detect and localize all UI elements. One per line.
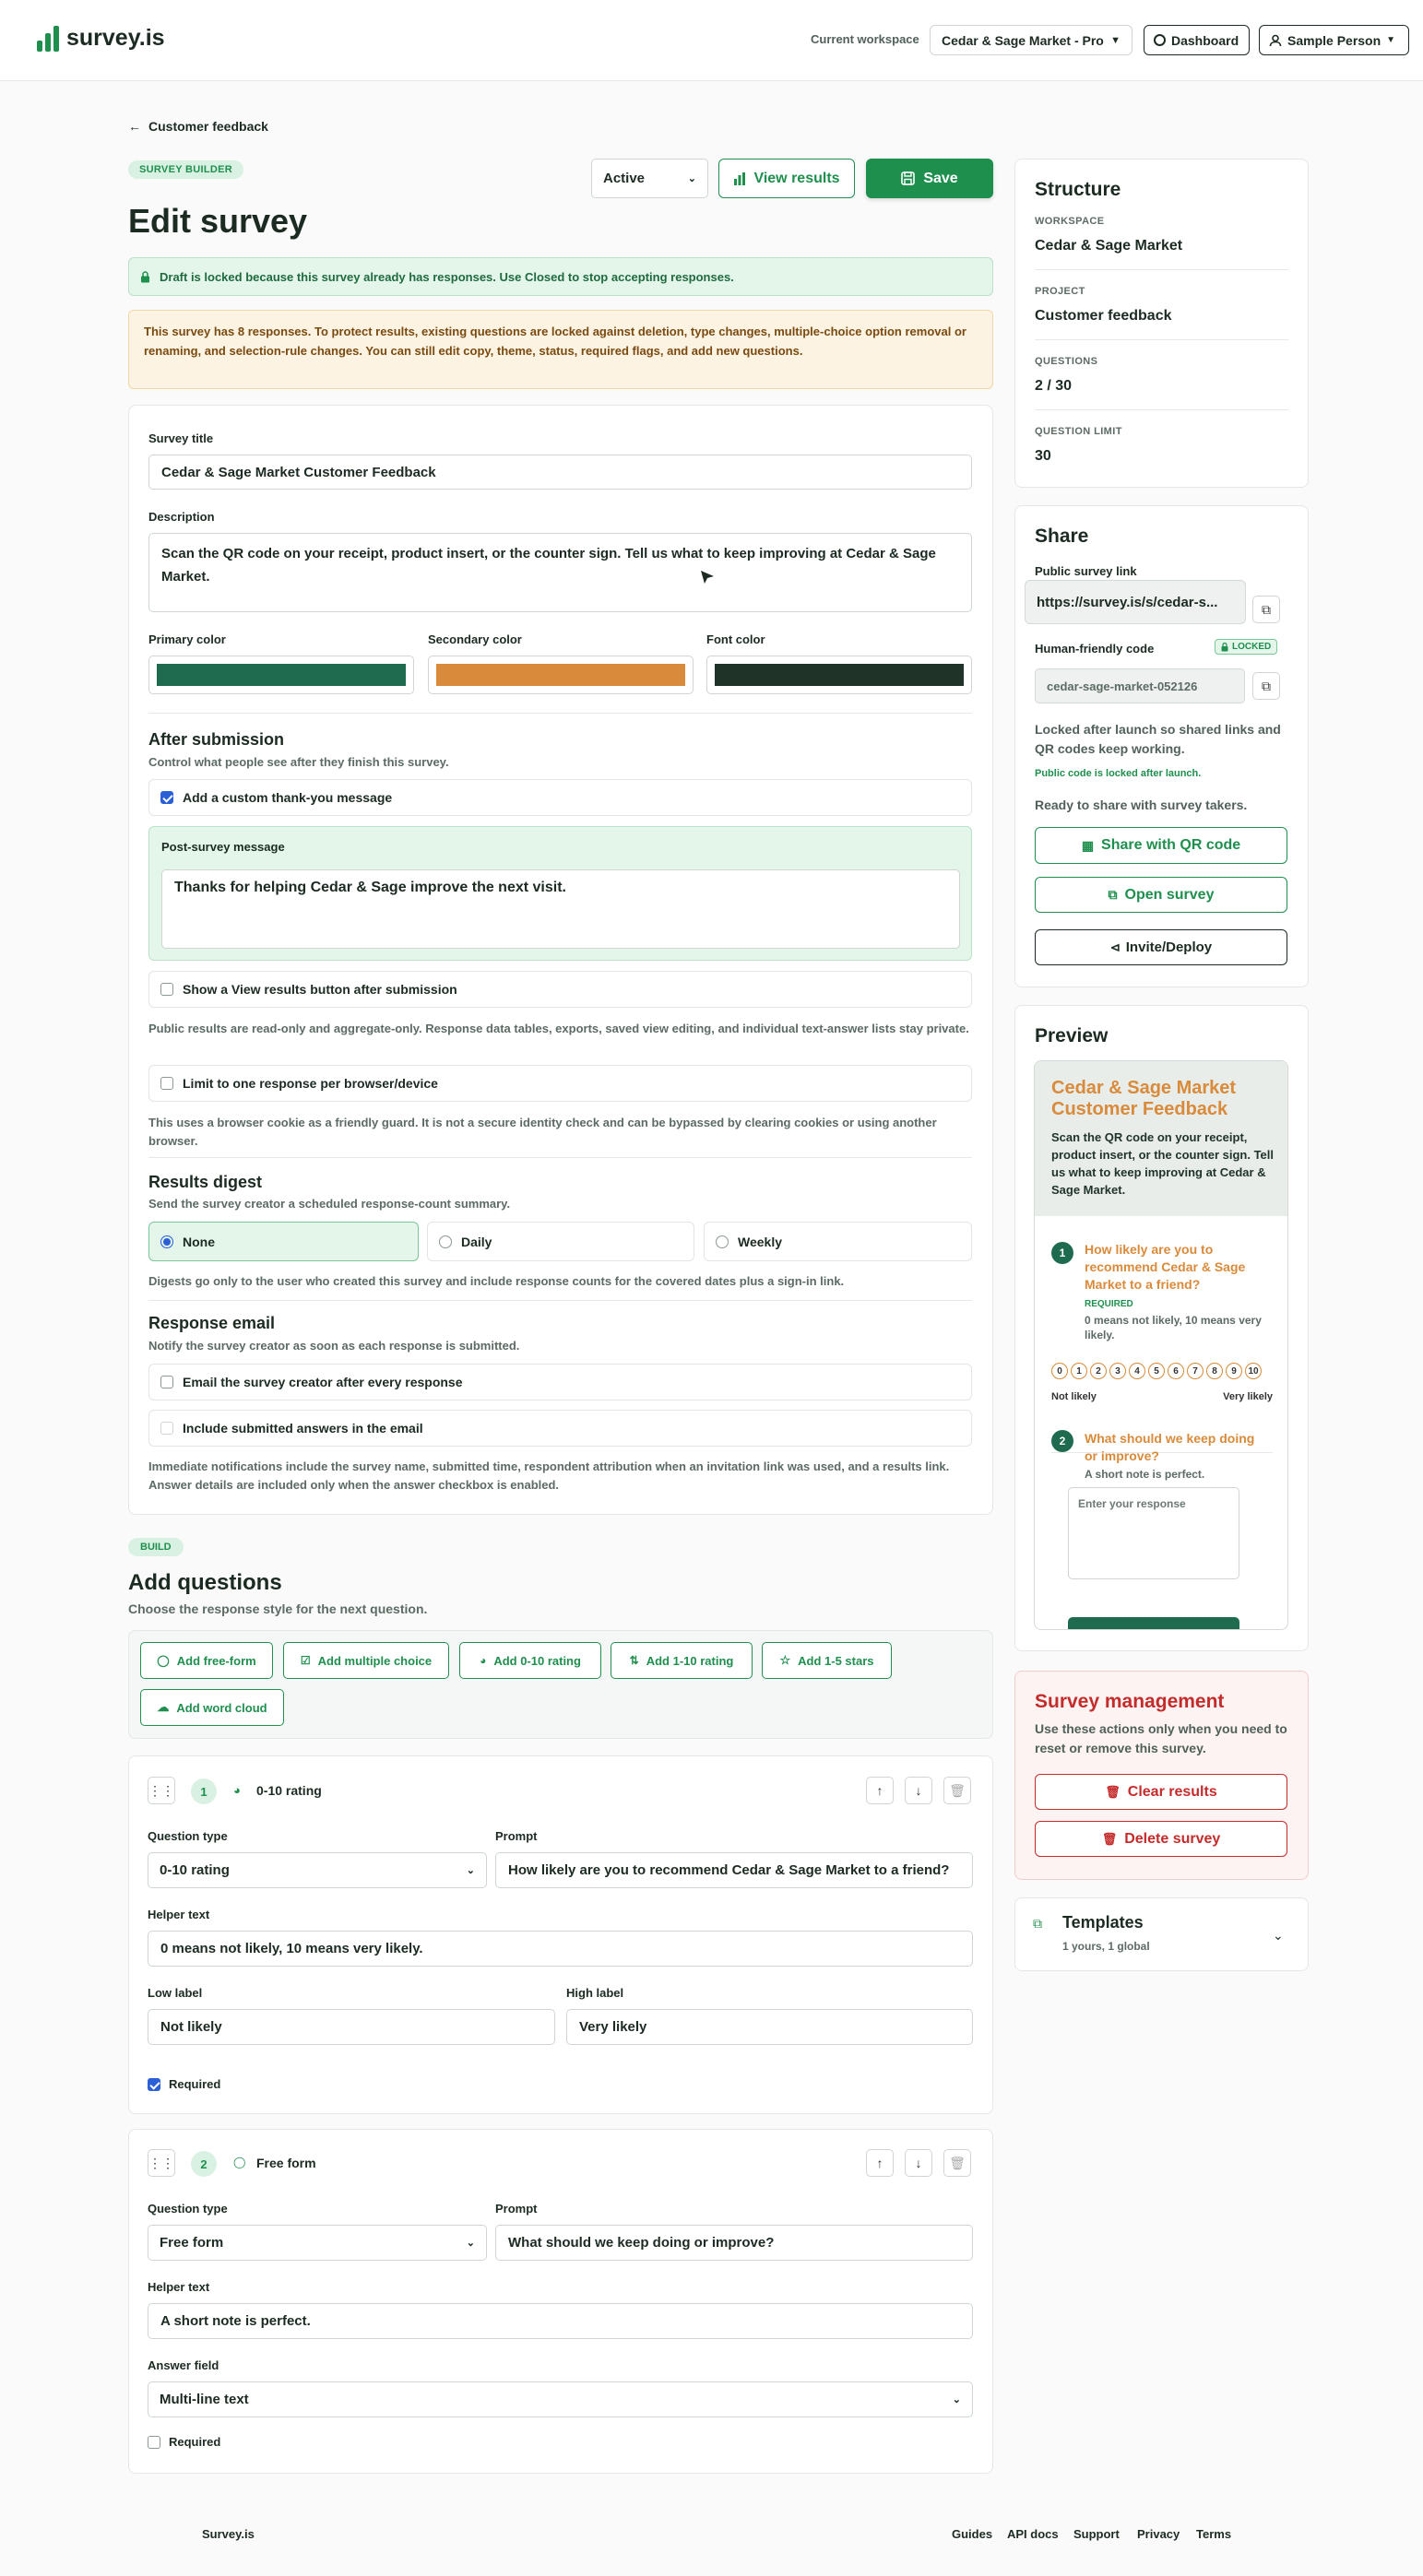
- email-creator-checkbox[interactable]: [160, 1376, 173, 1388]
- response-email-subtitle: Notify the survey creator as soon as each response is submitted.: [148, 1339, 520, 1353]
- locked-badge-label: LOCKED: [1232, 642, 1272, 652]
- digest-option-daily[interactable]: [427, 1222, 694, 1261]
- required-option[interactable]: [148, 2077, 220, 2091]
- dashboard-button[interactable]: [1144, 25, 1250, 55]
- results-digest-title: Results digest: [148, 1173, 263, 1191]
- bar-chart-icon: [733, 172, 746, 185]
- delete-survey-label: Delete survey: [1124, 1830, 1221, 1847]
- include-answers-option[interactable]: [148, 1410, 972, 1447]
- preview-rating-option[interactable]: 9: [1226, 1363, 1242, 1379]
- chevron-down-icon: ⌄: [952, 2394, 961, 2405]
- preview-q1-text: How likely are you to recommend Cedar & Sage Market to a friend?: [1085, 1242, 1246, 1292]
- questions-count: 2 / 30: [1035, 378, 1073, 394]
- logo[interactable]: [37, 24, 165, 52]
- add-1-5-stars-label: Add 1-5 stars: [798, 1653, 874, 1668]
- public-results-note: Public results are read-only and aggregate-only. Response data tables, exports, saved view editing, and individual text-answer lists stay private.: [148, 1022, 969, 1035]
- trash-icon: 🗑: [1101, 1831, 1118, 1846]
- radio-icon[interactable]: [716, 1235, 729, 1248]
- secondary-color-label: Secondary color: [428, 632, 522, 646]
- share-qr-label: Share with QR code: [1101, 837, 1241, 853]
- status-select[interactable]: [591, 159, 708, 198]
- high-label-label: High label: [566, 1986, 624, 2000]
- preview-q2-number: 2: [1051, 1430, 1073, 1452]
- templates-subtitle: 1 yours, 1 global: [1062, 1940, 1150, 1953]
- friendly-code-label: Human-friendly code: [1035, 642, 1155, 656]
- ready-to-share-text: Ready to share with survey takers.: [1035, 798, 1248, 812]
- digest-option-none[interactable]: [148, 1222, 419, 1261]
- preview-q1-required: REQUIRED: [1085, 1299, 1133, 1309]
- question-limit-caption: QUESTION LIMIT: [1035, 426, 1122, 437]
- invite-deploy-button[interactable]: [1035, 929, 1287, 965]
- open-survey-label: Open survey: [1124, 886, 1215, 903]
- preview-q2-textarea[interactable]: Enter your response: [1068, 1487, 1239, 1579]
- copy-icon[interactable]: ⧉: [1252, 596, 1280, 623]
- email-note: Immediate notifications include the survey name, submitted time, respondent attribution when an invitation link was used, and a results link. Answer details are included only when the answer checkbox is enabled.: [148, 1459, 950, 1492]
- required-label: Required: [169, 2077, 221, 2091]
- question-type-value: 0-10 rating: [160, 1862, 230, 1878]
- templates-card[interactable]: [1014, 1897, 1309, 1971]
- answer-field-value: Multi-line text: [160, 2392, 249, 2407]
- top-bar: [0, 0, 1423, 81]
- prompt-input[interactable]: How likely are you to recommend Cedar & Sage Market to a friend?: [495, 1852, 973, 1888]
- gauge-icon: ◕: [480, 1654, 487, 1667]
- page-title: Edit survey: [128, 202, 308, 240]
- workspace-select[interactable]: [930, 25, 1132, 55]
- invite-deploy-label: Invite/Deploy: [1125, 939, 1213, 955]
- preview-q2-text: What should we keep doing or improve?: [1085, 1431, 1255, 1463]
- workspace-value: Cedar & Sage Market - Pro: [942, 32, 1104, 48]
- locked-badge: [1215, 639, 1277, 655]
- preview-survey-title: Cedar & Sage Market Customer Feedback: [1051, 1078, 1237, 1119]
- save-icon: [901, 171, 915, 185]
- build-badge: BUILD: [128, 1538, 184, 1556]
- preview-title: Preview: [1035, 1025, 1109, 1046]
- digest-daily-label: Daily: [461, 1234, 492, 1249]
- add-word-cloud-label: Add word cloud: [176, 1700, 267, 1715]
- star-icon: ☆: [779, 1653, 791, 1667]
- trash-icon[interactable]: 🗑: [943, 1777, 971, 1804]
- question-type-select[interactable]: [148, 2225, 487, 2261]
- question-type-tag: Free form: [256, 2156, 316, 2170]
- required-checkbox[interactable]: [148, 2436, 160, 2449]
- prompt-input[interactable]: What should we keep doing or improve?: [495, 2225, 973, 2261]
- user-label: Sample Person: [1287, 32, 1381, 48]
- preview-rating-option[interactable]: 6: [1168, 1363, 1184, 1379]
- answer-field-label: Answer field: [148, 2358, 219, 2372]
- add-questions-subtitle: Choose the response style for the next question.: [128, 1601, 428, 1616]
- preview-question-1: [1051, 1232, 1273, 1453]
- email-creator-option[interactable]: [148, 1364, 972, 1400]
- locked-note: Locked after launch so shared links and QR codes keep working.: [1035, 722, 1281, 756]
- footer-link-terms[interactable]: Terms: [1196, 2527, 1232, 2541]
- preview-rating-option[interactable]: 3: [1109, 1363, 1126, 1379]
- custom-thanks-option[interactable]: [148, 779, 972, 816]
- question-type-tag: 0-10 rating: [256, 1783, 322, 1798]
- add-questions-title: Add questions: [128, 1570, 282, 1595]
- limit-response-checkbox[interactable]: [160, 1077, 173, 1090]
- low-label-label: Low label: [148, 1986, 203, 2000]
- after-submission-subtitle: Control what people see after they finish this survey.: [148, 755, 449, 769]
- low-label-input[interactable]: Not likely: [148, 2009, 555, 2045]
- add-multiple-choice-label: Add multiple choice: [317, 1653, 433, 1668]
- add-word-cloud-button[interactable]: [140, 1689, 284, 1726]
- question-number: 2: [191, 2151, 217, 2177]
- user-icon: [1269, 34, 1282, 47]
- add-1-10-rating-label: Add 1-10 rating: [646, 1653, 734, 1668]
- footer-link-guides[interactable]: Guides: [952, 2527, 993, 2541]
- survey-title-label: Survey title: [148, 431, 214, 445]
- sort-arrows-icon: ⇅: [629, 1654, 639, 1667]
- digest-none-label: None: [183, 1234, 215, 1249]
- font-color-picker[interactable]: [706, 656, 972, 694]
- qr-code-icon: ▦: [1081, 837, 1095, 853]
- question-type-value: Free form: [160, 2235, 224, 2251]
- share-qr-button[interactable]: [1035, 827, 1287, 864]
- drag-handle-icon[interactable]: ⋮⋮: [148, 2149, 175, 2177]
- preview-q1-number: 1: [1051, 1242, 1073, 1264]
- font-color-swatch: [715, 664, 964, 686]
- limit-response-note: This uses a browser cookie as a friendly guard. It is not a secure identity check and can be bypassed by clearing cookies or using another browser.: [148, 1116, 937, 1148]
- description-textarea[interactable]: Scan the QR code on your receipt, product insert, or the counter sign. Tell us what to keep improving at Cedar & Sage Market.: [148, 533, 972, 612]
- survey-management-subtitle: Use these actions only when you need to reset or remove this survey.: [1035, 1721, 1287, 1755]
- limit-response-label: Limit to one response per browser/device: [183, 1076, 438, 1091]
- dashboard-icon: [1154, 34, 1166, 46]
- post-message-label: Post-survey message: [161, 840, 285, 854]
- prompt-label: Prompt: [495, 2202, 538, 2216]
- save-button[interactable]: [866, 159, 993, 198]
- preview-rating-scale: [1051, 1363, 1262, 1379]
- public-code-locked-note: Public code is locked after launch.: [1035, 768, 1202, 779]
- divider: [1035, 409, 1288, 410]
- draft-locked-text: Draft is locked because this survey already has responses. Use Closed to stop accepting responses.: [160, 269, 734, 284]
- gauge-icon: ◕: [233, 1783, 241, 1797]
- preview-high-label: Very likely: [1223, 1391, 1273, 1402]
- move-up-icon[interactable]: ↑: [866, 2149, 894, 2177]
- digest-weekly-label: Weekly: [738, 1234, 782, 1249]
- question-type-select[interactable]: [148, 1852, 487, 1888]
- chevron-down-icon: ▼: [1386, 35, 1396, 45]
- mouse-cursor-icon: [699, 569, 716, 585]
- trash-icon: 🗑: [1105, 1784, 1121, 1799]
- preview-rating-option[interactable]: 5: [1148, 1363, 1165, 1379]
- preview-rating-option[interactable]: 10: [1245, 1363, 1262, 1379]
- questions-caption: QUESTIONS: [1035, 356, 1098, 367]
- show-results-option[interactable]: [148, 971, 972, 1008]
- add-free-form-button[interactable]: [140, 1642, 273, 1679]
- templates-title: Templates: [1062, 1913, 1144, 1932]
- draft-locked-alert: [128, 257, 993, 296]
- public-link-label: Public survey link: [1035, 564, 1137, 578]
- preview-rating-option[interactable]: 4: [1129, 1363, 1145, 1379]
- save-label: Save: [923, 170, 958, 186]
- add-multiple-choice-button[interactable]: [283, 1642, 449, 1679]
- add-0-10-rating-button[interactable]: [459, 1642, 601, 1679]
- helper-text-input[interactable]: 0 means not likely, 10 means very likely.: [148, 1931, 973, 1967]
- view-results-label: View results: [753, 170, 840, 186]
- include-answers-label: Include submitted answers in the email: [183, 1421, 423, 1436]
- preview-frame: [1034, 1060, 1288, 1630]
- footer-link-support[interactable]: Support: [1073, 2527, 1120, 2541]
- add-free-form-label: Add free-form: [176, 1653, 256, 1668]
- high-label-input[interactable]: Very likely: [566, 2009, 973, 2045]
- divider: [1035, 339, 1288, 340]
- project-value: Customer feedback: [1035, 308, 1172, 324]
- chevron-down-icon[interactable]: ⌄: [1273, 1928, 1284, 1943]
- preview-q1-helper: 0 means not likely, 10 means very likely.: [1085, 1314, 1262, 1341]
- preview-rating-option[interactable]: 7: [1187, 1363, 1204, 1379]
- description-label: Description: [148, 510, 215, 524]
- dashboard-label: Dashboard: [1171, 32, 1239, 48]
- add-0-10-rating-label: Add 0-10 rating: [493, 1653, 581, 1668]
- footer-brand[interactable]: Survey.is: [202, 2527, 255, 2541]
- preview-low-label: Not likely: [1051, 1391, 1097, 1402]
- view-results-button[interactable]: [718, 159, 855, 198]
- primary-color-swatch: [157, 664, 406, 686]
- question-limit-value: 30: [1035, 448, 1051, 464]
- share-title: Share: [1035, 526, 1089, 547]
- response-email-title: Response email: [148, 1314, 276, 1332]
- public-link-input[interactable]: https://survey.is/s/cedar-s...: [1025, 580, 1246, 624]
- copy-icon[interactable]: ⧉: [1252, 672, 1280, 700]
- required-checkbox[interactable]: [148, 2078, 160, 2091]
- open-survey-button[interactable]: [1035, 877, 1287, 913]
- structure-title: Structure: [1035, 179, 1121, 200]
- radio-checked-icon[interactable]: [160, 1235, 173, 1248]
- delete-survey-button[interactable]: [1035, 1821, 1287, 1857]
- question-number: 1: [191, 1778, 217, 1804]
- preview-survey-description: Scan the QR code on your receipt, product insert, or the counter sign. Tell us what to keep improving at Cedar & Sage Market.: [1051, 1130, 1275, 1197]
- preview-rating-option[interactable]: 1: [1071, 1363, 1087, 1379]
- custom-thanks-checkbox[interactable]: [160, 791, 173, 804]
- move-down-icon[interactable]: ↓: [905, 2149, 932, 2177]
- friendly-code-input: cedar-sage-market-052126: [1035, 668, 1245, 703]
- chevron-down-icon: ⌄: [466, 1865, 475, 1876]
- trash-icon[interactable]: 🗑: [943, 2149, 971, 2177]
- add-1-5-stars-button[interactable]: [762, 1642, 892, 1679]
- helper-text-input[interactable]: A short note is perfect.: [148, 2303, 973, 2339]
- primary-color-label: Primary color: [148, 632, 226, 646]
- responses-warning: This survey has 8 responses. To protect results, existing questions are locked against deletion, type changes, multiple-choice option removal or renaming, and selection-rule changes. You can still edit copy, theme, status, required flags, and add new questions.: [128, 310, 993, 389]
- preview-question-2: [1051, 1430, 1273, 1630]
- footer-link-privacy[interactable]: Privacy: [1137, 2527, 1180, 2541]
- divider: [148, 1300, 972, 1301]
- helper-text-label: Helper text: [148, 2280, 210, 2294]
- question-card: [128, 2129, 993, 2474]
- add-1-10-rating-button[interactable]: [611, 1642, 753, 1679]
- templates-icon: ⧉: [1033, 1916, 1042, 1931]
- lock-icon: [140, 271, 150, 283]
- custom-thanks-label: Add a custom thank-you message: [183, 790, 393, 805]
- required-label: Required: [169, 2435, 221, 2449]
- lock-icon: [1221, 643, 1228, 652]
- divider: [148, 713, 972, 714]
- secondary-color-picker[interactable]: [428, 656, 694, 694]
- preview-rating-option[interactable]: 2: [1090, 1363, 1107, 1379]
- workspace-label: Current workspace: [811, 32, 919, 46]
- secondary-color-swatch: [436, 664, 685, 686]
- prompt-label: Prompt: [495, 1829, 538, 1843]
- chat-icon: ◯: [233, 2156, 246, 2168]
- digest-note: Digests go only to the user who created this survey and include response counts for the covered dates plus a sign-in link.: [148, 1274, 845, 1288]
- chat-icon: ◯: [157, 1654, 170, 1667]
- primary-color-picker[interactable]: [148, 656, 414, 694]
- footer-link-api-docs[interactable]: API docs: [1007, 2527, 1059, 2541]
- cloud-icon: ☁: [157, 1700, 170, 1714]
- project-caption: PROJECT: [1035, 286, 1085, 297]
- clear-results-label: Clear results: [1127, 1783, 1217, 1800]
- arrow-left-icon: ←: [128, 119, 141, 134]
- share-nodes-icon: ⊲: [1109, 939, 1121, 954]
- font-color-label: Font color: [706, 632, 765, 646]
- workspace-value: Cedar & Sage Market: [1035, 238, 1183, 254]
- divider: [148, 1157, 972, 1158]
- chevron-down-icon: ▼: [1110, 34, 1121, 46]
- survey-management-title: Survey management: [1035, 1691, 1225, 1712]
- survey-builder-badge: SURVEY BUILDER: [128, 160, 243, 179]
- digest-option-weekly[interactable]: [704, 1222, 972, 1261]
- preview-q2-helper: A short note is perfect.: [1085, 1468, 1205, 1481]
- results-digest-subtitle: Send the survey creator a scheduled response-count summary.: [148, 1197, 511, 1211]
- show-results-label: Show a View results button after submission: [183, 982, 457, 997]
- preview-rating-option[interactable]: 8: [1206, 1363, 1223, 1379]
- breadcrumb-back-link[interactable]: [128, 119, 268, 134]
- preview-submit-button[interactable]: [1068, 1617, 1239, 1630]
- email-creator-label: Email the survey creator after every response: [183, 1375, 463, 1389]
- include-answers-checkbox[interactable]: [160, 1422, 173, 1435]
- breadcrumb-label: Customer feedback: [148, 119, 268, 134]
- external-link-icon: ⧉: [1108, 887, 1118, 902]
- clear-results-button[interactable]: [1035, 1774, 1287, 1810]
- user-menu-button[interactable]: [1259, 25, 1409, 55]
- after-submission-title: After submission: [148, 730, 285, 749]
- question-type-label: Question type: [148, 1829, 228, 1843]
- logo-text: survey.is: [66, 24, 165, 51]
- status-value: Active: [603, 171, 646, 186]
- required-option[interactable]: [148, 2435, 220, 2449]
- move-down-icon[interactable]: ↓: [905, 1777, 932, 1804]
- preview-rating-option[interactable]: 0: [1051, 1363, 1068, 1379]
- post-message-textarea[interactable]: Thanks for helping Cedar & Sage improve the next visit.: [161, 869, 960, 949]
- show-results-checkbox[interactable]: [160, 983, 173, 996]
- chevron-down-icon: ⌄: [687, 173, 696, 184]
- divider: [1035, 269, 1288, 270]
- move-up-icon[interactable]: ↑: [866, 1777, 894, 1804]
- chevron-down-icon: ⌄: [466, 2238, 475, 2249]
- answer-field-select[interactable]: [148, 2381, 973, 2417]
- question-type-label: Question type: [148, 2202, 228, 2216]
- drag-handle-icon[interactable]: ⋮⋮: [148, 1777, 175, 1804]
- radio-icon[interactable]: [439, 1235, 452, 1248]
- helper-text-label: Helper text: [148, 1908, 210, 1921]
- workspace-caption: WORKSPACE: [1035, 216, 1105, 227]
- limit-response-option[interactable]: [148, 1065, 972, 1102]
- survey-title-input[interactable]: Cedar & Sage Market Customer Feedback: [148, 455, 972, 490]
- checkbox-icon: ☑: [300, 1654, 311, 1667]
- logo-icon: [37, 24, 59, 52]
